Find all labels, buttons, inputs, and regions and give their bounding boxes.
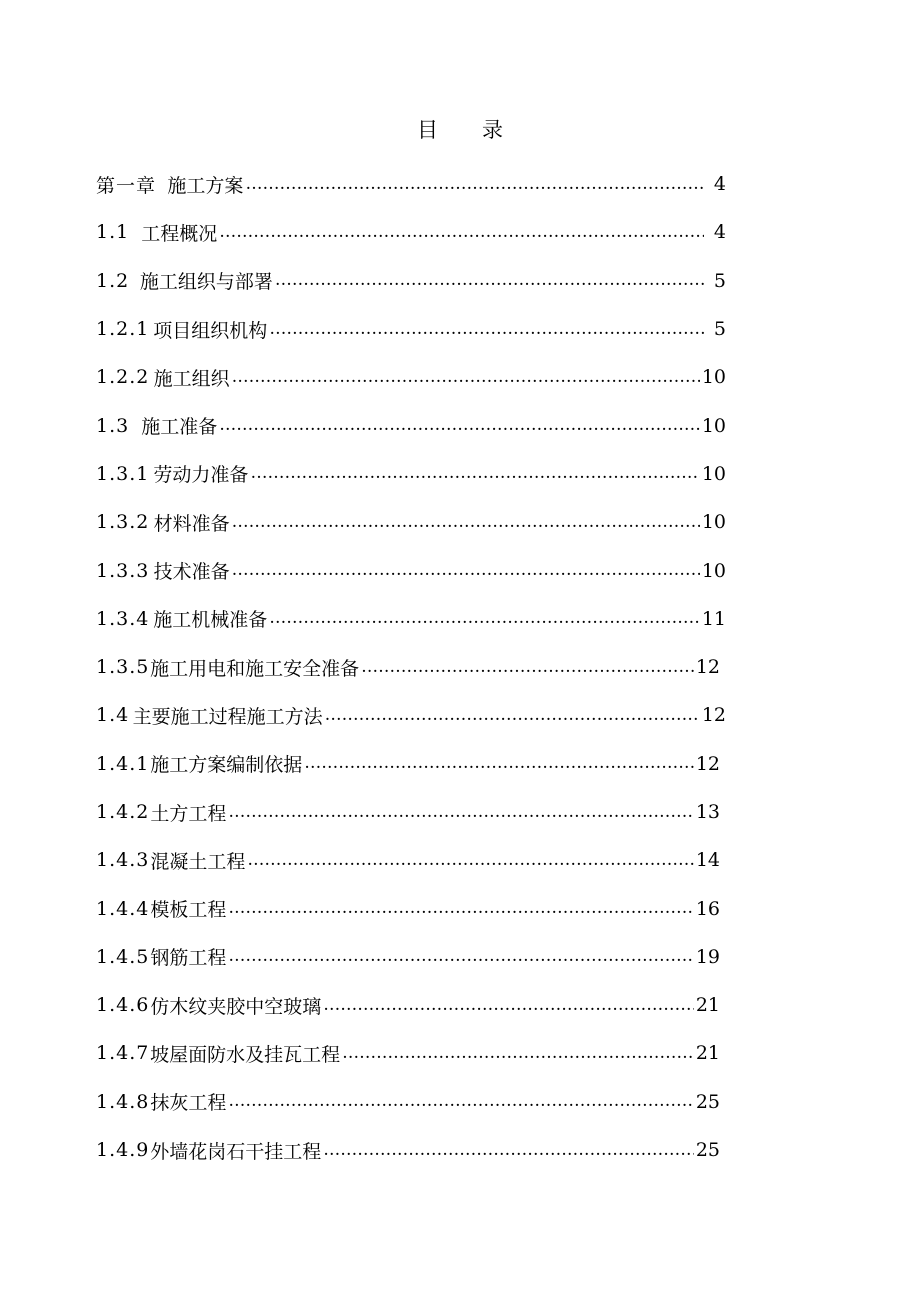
toc-entry[interactable] bbox=[96, 546, 726, 594]
toc-entry-page: 12 bbox=[701, 704, 726, 727]
toc-dot-leader bbox=[269, 321, 704, 338]
toc-entry[interactable] bbox=[96, 884, 726, 932]
toc-entry-label: 施工机械准备 bbox=[153, 609, 268, 632]
toc-entry-label: 主要施工过程施工方法 bbox=[132, 705, 323, 728]
toc-dot-leader bbox=[323, 997, 694, 1014]
toc-entry-number: 1.4.6 bbox=[96, 994, 150, 1017]
toc-entry-number: 1.3.1 bbox=[96, 462, 150, 485]
toc-entry-label: 技术准备 bbox=[153, 561, 230, 584]
toc-entry[interactable] bbox=[96, 305, 726, 353]
toc-entry-number: 第一章 bbox=[96, 174, 157, 197]
toc-entry[interactable] bbox=[96, 1029, 726, 1077]
toc-entry[interactable] bbox=[96, 353, 726, 401]
toc-entry[interactable] bbox=[96, 1078, 726, 1126]
toc-entry-number: 1.3.4 bbox=[96, 607, 150, 630]
toc-entry-page: 11 bbox=[701, 607, 726, 630]
toc-entry-label: 土方工程 bbox=[150, 802, 227, 825]
toc-entry-label: 施工方案 bbox=[167, 174, 244, 197]
toc-entry-label: 工程概况 bbox=[141, 222, 218, 245]
toc-entry-page: 21 bbox=[695, 1042, 720, 1065]
toc-entry-page: 21 bbox=[695, 994, 720, 1017]
toc-entry-page: 4 bbox=[713, 221, 726, 244]
toc-entry-page: 12 bbox=[695, 656, 720, 679]
toc-entry-page: 14 bbox=[695, 849, 720, 872]
toc-entry-page: 10 bbox=[701, 511, 726, 534]
toc-title bbox=[0, 114, 920, 144]
toc-entry-number: 1.4.9 bbox=[96, 1139, 150, 1162]
toc-entry-page: 10 bbox=[701, 559, 726, 582]
toc-entry[interactable] bbox=[96, 740, 726, 788]
toc-dot-leader bbox=[228, 900, 693, 917]
toc-entry[interactable] bbox=[96, 401, 726, 449]
toc-entry-label: 混凝土工程 bbox=[150, 850, 246, 873]
toc-entry[interactable] bbox=[96, 160, 726, 208]
toc-entry-number: 1.4 bbox=[96, 704, 130, 727]
toc-entry-number: 1.3.2 bbox=[96, 511, 150, 534]
toc-title-char-2: 录 bbox=[482, 118, 503, 142]
toc-entry-number: 1.2.2 bbox=[96, 366, 150, 389]
toc-dot-leader bbox=[342, 1045, 694, 1062]
toc-entry[interactable] bbox=[96, 257, 726, 305]
toc-entry-page: 25 bbox=[695, 1139, 720, 1162]
toc-entry[interactable] bbox=[96, 788, 726, 836]
toc-entry-number: 1.3.5 bbox=[96, 656, 150, 679]
toc-entry-page: 25 bbox=[695, 1090, 720, 1113]
toc-entry-number: 1.4.5 bbox=[96, 945, 150, 968]
toc-entry[interactable] bbox=[96, 208, 726, 256]
toc-dot-leader bbox=[245, 176, 704, 193]
toc-entry-number: 1.4.8 bbox=[96, 1090, 150, 1113]
toc-entry[interactable] bbox=[96, 691, 726, 739]
toc-entry-page: 5 bbox=[713, 269, 726, 292]
toc-dot-leader bbox=[323, 1142, 694, 1159]
toc-dot-leader bbox=[228, 1093, 693, 1110]
toc-entry-label: 仿木纹夹胶中空玻璃 bbox=[150, 995, 322, 1018]
toc-entry-number: 1.4.3 bbox=[96, 849, 150, 872]
toc-entry[interactable] bbox=[96, 981, 726, 1029]
toc-dot-leader bbox=[325, 707, 700, 724]
toc-entry-label: 抹灰工程 bbox=[150, 1092, 227, 1115]
toc-dot-leader bbox=[219, 224, 704, 241]
toc-entry-label: 劳动力准备 bbox=[153, 464, 249, 487]
toc-entry-number: 1.4.7 bbox=[96, 1042, 150, 1065]
toc-dot-leader bbox=[269, 610, 700, 627]
toc-dot-leader bbox=[247, 852, 693, 869]
toc-entry[interactable] bbox=[96, 836, 726, 884]
toc-entry[interactable] bbox=[96, 933, 726, 981]
toc-entry-number: 1.4.2 bbox=[96, 801, 150, 823]
toc-dot-leader bbox=[228, 948, 693, 965]
toc-dot-leader bbox=[232, 369, 700, 386]
toc-dot-leader bbox=[361, 659, 694, 676]
toc-dot-leader bbox=[275, 272, 704, 289]
toc-entry-page: 12 bbox=[695, 752, 720, 775]
toc-entry-number: 1.3.3 bbox=[96, 559, 150, 582]
toc-dot-leader bbox=[228, 804, 693, 821]
toc-title-char-1: 目 bbox=[417, 118, 438, 142]
toc-entry-label: 材料准备 bbox=[153, 512, 230, 535]
toc-dot-leader bbox=[250, 465, 699, 482]
toc-dot-leader bbox=[232, 562, 700, 579]
toc-entry-page: 13 bbox=[695, 801, 720, 823]
toc-entry[interactable] bbox=[96, 498, 726, 546]
toc-entry-label: 施工用电和施工安全准备 bbox=[150, 657, 360, 680]
toc-entry-number: 1.3 bbox=[96, 414, 130, 437]
toc-entry[interactable] bbox=[96, 643, 726, 691]
toc-entry-label: 施工准备 bbox=[141, 416, 218, 439]
toc-entry-number: 1.1 bbox=[96, 221, 130, 244]
table-of-contents bbox=[96, 160, 726, 1174]
toc-dot-leader bbox=[232, 514, 700, 531]
toc-entry-label: 外墙花岗石干挂工程 bbox=[150, 1140, 322, 1163]
toc-entry-page: 19 bbox=[695, 945, 720, 968]
toc-entry-page: 5 bbox=[713, 318, 726, 341]
toc-entry-label: 施工组织 bbox=[153, 367, 230, 390]
toc-entry[interactable] bbox=[96, 1126, 726, 1174]
toc-entry-label: 施工方案编制依据 bbox=[150, 754, 303, 777]
toc-entry-number: 1.2 bbox=[96, 269, 130, 292]
toc-entry-label: 模板工程 bbox=[150, 899, 227, 922]
toc-entry-label: 坡屋面防水及挂瓦工程 bbox=[150, 1043, 341, 1066]
toc-entry-label: 施工组织与部署 bbox=[139, 271, 273, 294]
toc-entry-number: 1.4.1 bbox=[96, 752, 150, 775]
toc-dot-leader bbox=[304, 755, 694, 772]
toc-entry[interactable] bbox=[96, 450, 726, 498]
toc-entry-label: 项目组织机构 bbox=[153, 319, 268, 342]
toc-entry-label: 钢筋工程 bbox=[150, 947, 227, 970]
toc-entry-number: 1.4.4 bbox=[96, 897, 150, 920]
toc-entry-page: 10 bbox=[701, 462, 726, 485]
toc-entry-page: 10 bbox=[701, 366, 726, 389]
toc-entry-page: 4 bbox=[713, 173, 726, 196]
toc-entry-number: 1.2.1 bbox=[96, 318, 150, 341]
toc-entry-page: 10 bbox=[701, 414, 726, 437]
toc-entry-page: 16 bbox=[695, 897, 720, 920]
toc-dot-leader bbox=[219, 417, 700, 434]
toc-entry[interactable] bbox=[96, 595, 726, 643]
